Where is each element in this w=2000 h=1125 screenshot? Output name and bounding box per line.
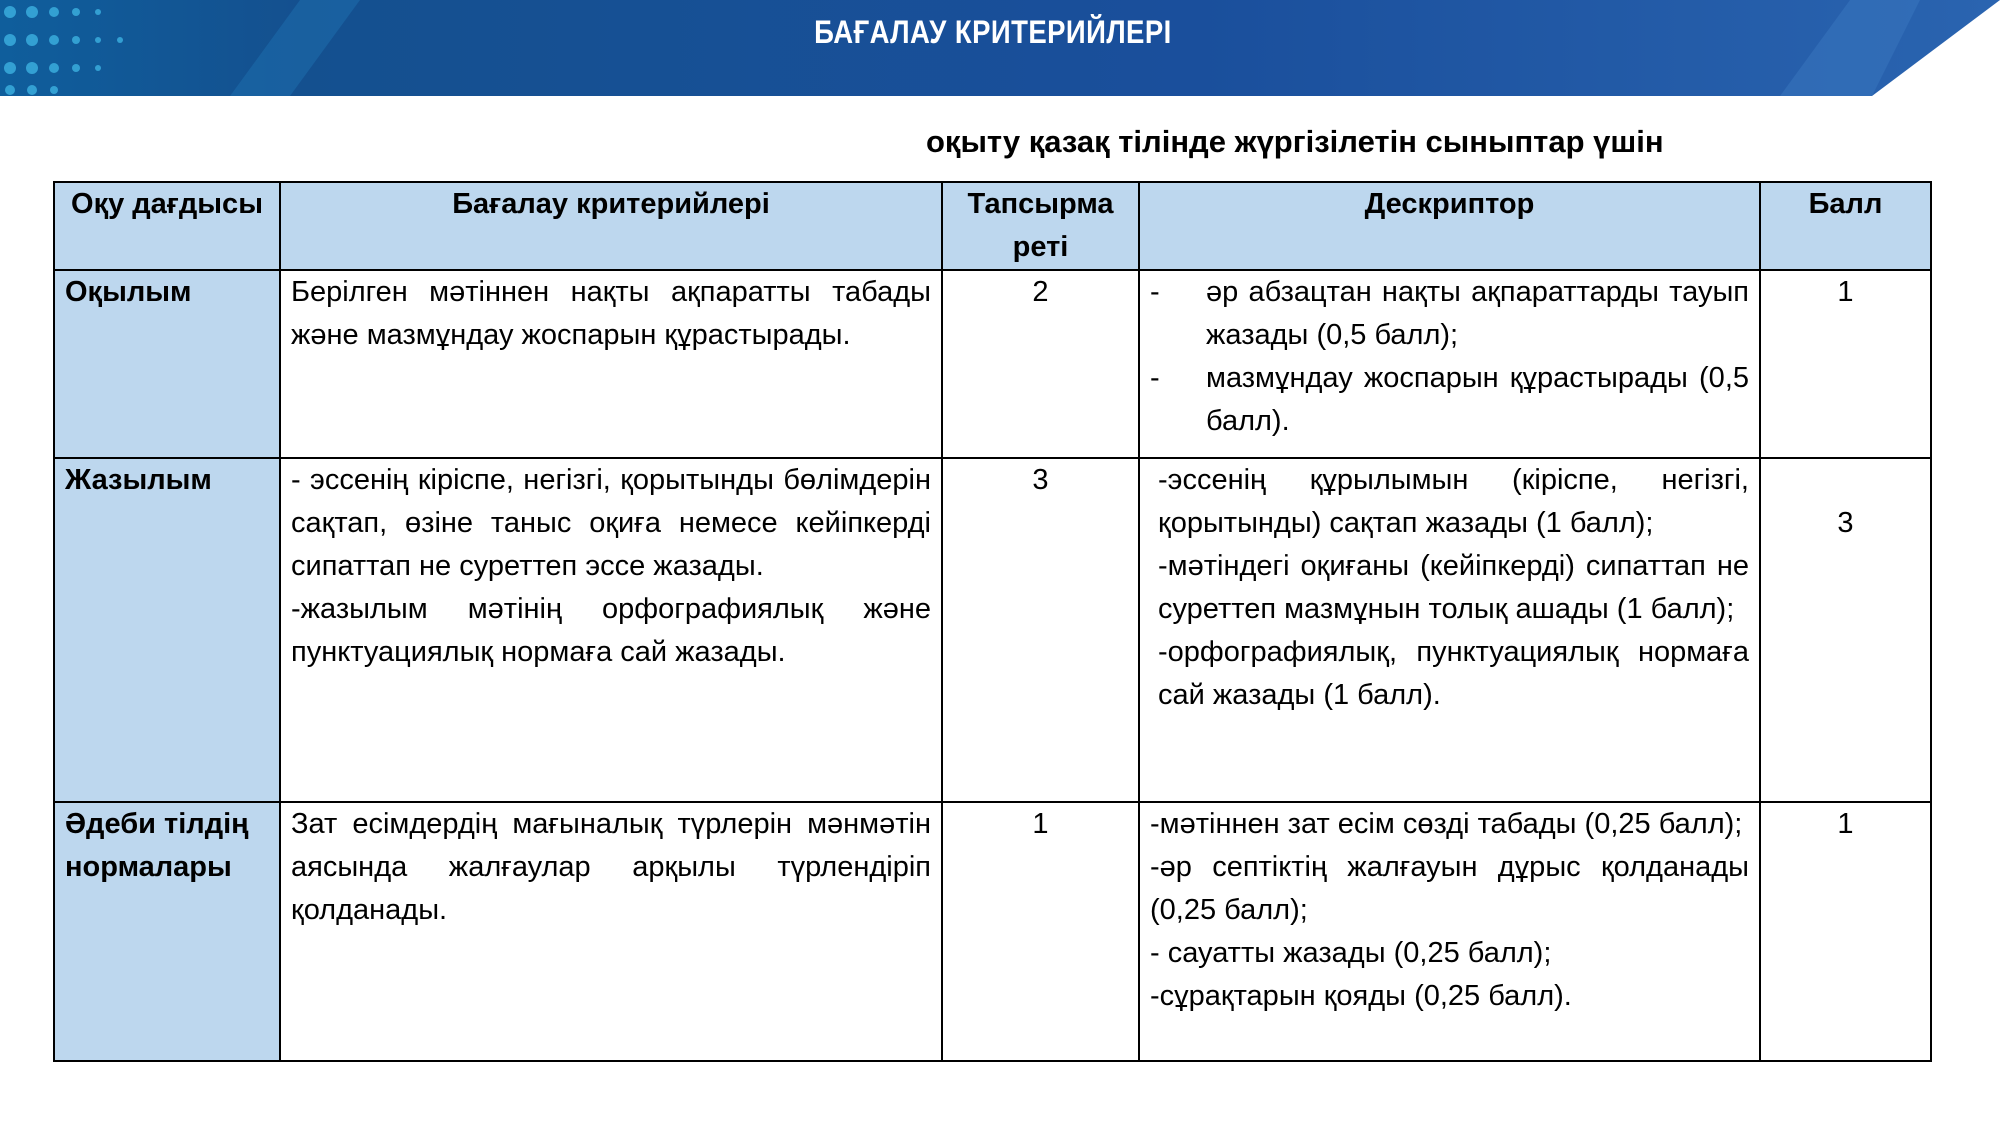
task-cell: 2 [942, 270, 1139, 458]
criteria-cell: Берілген мәтіннен нақты ақпаратты табады және мазмұндау жоспарын құрастырады. [280, 270, 942, 458]
skill-cell: Әдеби тілдің нормалары [54, 802, 280, 1061]
col-header-skill: Оқу дағдысы [54, 182, 280, 270]
col-header-task: Тапсырма реті [942, 182, 1139, 270]
descriptor-item: әр абзацтан нақты ақпараттарды тауып жазады (0,5 балл); [1206, 276, 1749, 351]
table-row [54, 270, 1931, 458]
task-cell: 1 [942, 802, 1139, 1061]
criteria-item: - эссенің кіріспе, негізгі, қорытынды бөлімдерін сақтап, өзіне таныс оқиға немесе кейіпкерді сипаттап не суреттеп эссе жазады. [291, 464, 931, 582]
descriptor-item: -эссенің құрылымын (кіріспе, негізгі, қорытынды) сақтап жазады (1 балл); [1158, 464, 1749, 539]
criteria-table [53, 181, 1932, 1062]
descriptor-item: - сауатты жазады (0,25 балл); [1150, 937, 1552, 969]
descriptor-item: -әр септіктің жалғауын дұрыс қолданады (0,25 балл); [1150, 851, 1749, 926]
descriptor-item: мазмұндау жоспарын құрастырады (0,5 балл). [1206, 362, 1749, 437]
task-cell: 3 [942, 458, 1139, 802]
table-row [54, 458, 1931, 802]
score-cell: 3 [1760, 458, 1931, 802]
criteria-cell [280, 458, 942, 802]
table-header-row [54, 182, 1931, 270]
col-header-criteria: Бағалау критерийлері [280, 182, 942, 270]
criteria-cell: Зат есімдердің мағыналық түрлерін мәнмәтін аясында жалғаулар арқылы түрлендіріп қолданады. [280, 802, 942, 1061]
subtitle: оқыту қазақ тілінде жүргізілетін сыныптар үшін [926, 124, 1664, 159]
page-title: БАҒАЛАУ КРИТЕРИЙЛЕРІ [813, 14, 1172, 50]
descriptor-item: -сұрақтарын қояды (0,25 балл). [1150, 980, 1572, 1012]
score-cell: 1 [1760, 270, 1931, 458]
skill-cell: Жазылым [54, 458, 280, 802]
col-header-score: Балл [1760, 182, 1931, 270]
header-banner [0, 0, 2000, 96]
descriptor-item: -мәтіндегі оқиғаны (кейіпкерді) сипаттап не суреттеп мазмұнын толық ашады (1 балл); [1158, 550, 1749, 625]
score-cell: 1 [1760, 802, 1931, 1061]
criteria-item: -жазылым мәтінің орфографиялық және пунктуациялық нормаға сай жазады. [291, 593, 931, 668]
descriptor-cell [1139, 802, 1760, 1061]
descriptor-item: -орфографиялық, пунктуациялық нормаға сай жазады (1 балл). [1158, 636, 1749, 711]
descriptor-cell [1139, 458, 1760, 802]
descriptor-cell: - әр абзацтан нақты ақпараттарды тауып жазады (0,5 балл); - мазмұндау жоспарын құрастырады (0,5 балл). [1139, 270, 1760, 458]
col-header-descriptor: Дескриптор [1139, 182, 1760, 270]
skill-cell: Оқылым [54, 270, 280, 458]
descriptor-item: -мәтіннен зат есім сөзді табады (0,25 балл); [1150, 808, 1743, 840]
table-row [54, 802, 1931, 1061]
